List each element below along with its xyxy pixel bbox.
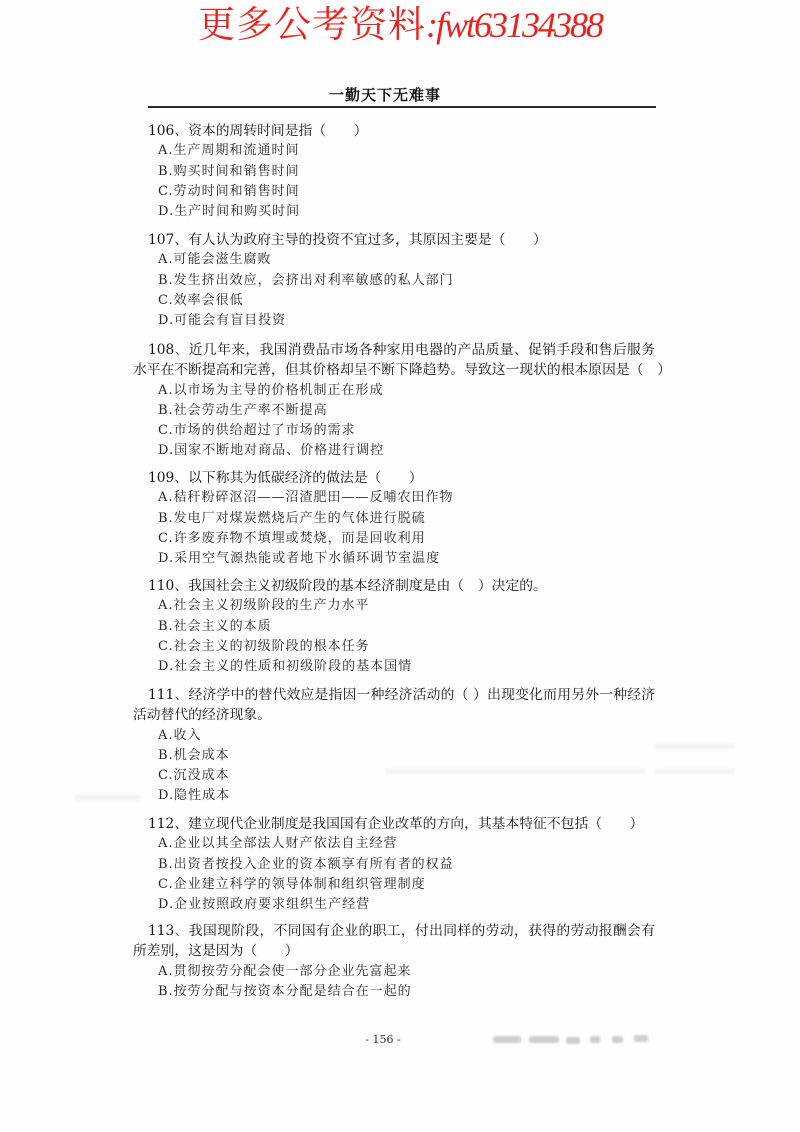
question-106 — [133, 121, 673, 222]
faint-footer-mark — [590, 1036, 600, 1043]
question-112-option-d: D.企业按照政府要求组织生产经营 — [158, 897, 371, 913]
question-108-stem-line-1: 108、近几年来，我国消费品市场各种家用电器的产品质量、促销手段和售后服务 — [148, 342, 655, 358]
question-110-option-a: A.社会主义初级阶段的生产力水平 — [158, 598, 370, 614]
bleed-through-mark — [655, 744, 735, 749]
question-110-stem: 110、我国社会主义初级阶段的基本经济制度是由（ ）决定的。 — [148, 578, 547, 594]
question-106-option-b: B.购买时间和销售时间 — [158, 163, 300, 179]
question-108-option-c: C.市场的供给超过了市场的需求 — [158, 423, 356, 439]
faint-footer-mark — [493, 1036, 521, 1043]
question-108-option-b: B.社会劳动生产率不断提高 — [158, 402, 328, 418]
question-107-option-d: D.可能会有盲目投资 — [158, 313, 287, 329]
question-110 — [133, 576, 673, 677]
question-107-option-b: B.发生挤出效应，会挤出对利率敏感的私人部门 — [158, 272, 454, 288]
question-107-option-a: A.可能会滋生腐败 — [158, 252, 272, 268]
question-112-option-c: C.企业建立科学的领导体制和组织管理制度 — [158, 876, 426, 892]
promo-text: 更多公考资料 — [197, 3, 426, 46]
page-number: - 156 - — [365, 1033, 401, 1046]
question-108-stem-line-2: 水平在不断提高和完善，但其价格却呈不断下降趋势。导致这一现状的根本原因是（ ） — [133, 362, 672, 379]
question-111-stem-line-1: 111、经济学中的替代效应是指因一种经济活动的（ ）出现变化而用另外一种经济 — [148, 687, 655, 703]
faint-footer-mark — [634, 1035, 648, 1042]
faint-footer-mark — [566, 1037, 580, 1044]
question-109-option-b: B.发电厂对煤炭燃烧后产生的气体进行脱硫 — [158, 510, 426, 526]
question-107 — [133, 230, 673, 331]
bleed-through-mark — [385, 769, 645, 774]
question-109 — [133, 468, 673, 569]
question-109-option-a: A.秸秆粉碎沤沼——沼渣肥田——反哺农田作物 — [158, 490, 454, 506]
faint-footer-mark — [612, 1036, 623, 1043]
question-111-option-a: A.收入 — [158, 727, 202, 743]
question-113-option-a: A.贯彻按劳分配会使一部分企业先富起来 — [158, 963, 412, 979]
faint-footer-mark — [529, 1036, 559, 1043]
question-110-option-c: C.社会主义的初级阶段的根本任务 — [158, 638, 370, 654]
question-111-option-b: B.机会成本 — [158, 747, 230, 763]
bleed-through-mark — [655, 769, 735, 774]
question-112-option-a: A.企业以其全部法人财产依法自主经营 — [158, 836, 398, 852]
question-109-stem: 109、以下称其为低碳经济的做法是（ ） — [148, 470, 423, 486]
question-113-option-b: B.按劳分配与按资本分配是结合在一起的 — [158, 983, 412, 999]
question-106-option-c: C.劳动时间和销售时间 — [158, 183, 300, 199]
question-107-stem: 107、有人认为政府主导的投资不宜过多，其原因主要是（ ） — [148, 232, 547, 248]
question-113-stem-line-2: 所差别，这是因为（ ） — [133, 943, 299, 960]
question-111-stem-line-2: 活动替代的经济现象。 — [133, 707, 271, 724]
promo-contact: :fwt63134388 — [425, 5, 602, 45]
question-106-option-d: D.生产时间和购买时间 — [158, 204, 301, 220]
running-title: 一勤天下无难事 — [328, 86, 441, 104]
question-111-option-d: D.隐性成本 — [158, 788, 231, 804]
question-107-option-c: C.效率会很低 — [158, 292, 244, 308]
question-111-option-c: C.沉没成本 — [158, 768, 230, 784]
promo-banner — [0, 2, 800, 48]
question-108-option-a: A.以市场为主导的价格机制正在形成 — [158, 382, 384, 398]
title-rule — [148, 106, 656, 108]
question-112 — [133, 814, 673, 915]
question-113-stem-line-1: 113、我国现阶段，不同国有企业的职工，付出同样的劳动，获得的劳动报酬会有 — [148, 923, 655, 939]
question-110-option-b: B.社会主义的本质 — [158, 618, 272, 634]
question-109-option-c: C.许多废弃物不填埋或焚烧，而是回收利用 — [158, 530, 426, 546]
question-109-option-d: D.采用空气源热能或者地下水循环调节室温度 — [158, 551, 441, 567]
question-106-stem: 106、资本的周转时间是指（ ） — [148, 123, 368, 139]
question-108 — [133, 340, 673, 462]
question-112-stem: 112、建立现代企业制度是我国国有企业改革的方向，其基本特征不包括（ ） — [148, 816, 644, 832]
question-113 — [133, 921, 673, 1002]
question-110-option-d: D.社会主义的性质和初级阶段的基本国情 — [158, 659, 413, 675]
question-112-option-b: B.出资者按投入企业的资本额享有所有者的权益 — [158, 856, 454, 872]
bleed-through-mark — [75, 795, 140, 800]
question-106-option-a: A.生产周期和流通时间 — [158, 143, 300, 159]
question-108-option-d: D.国家不断地对商品、价格进行调控 — [158, 443, 385, 459]
question-111 — [133, 685, 673, 807]
